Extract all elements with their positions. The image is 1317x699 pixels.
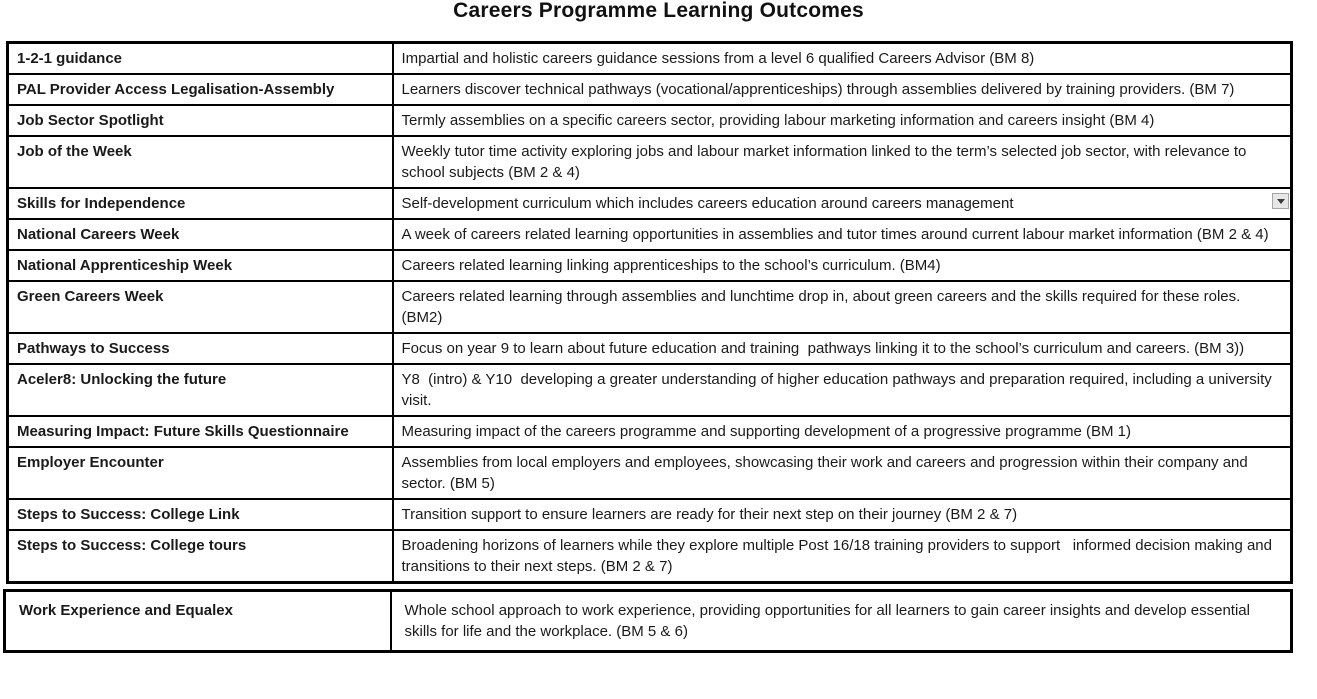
- programme-description-text: Careers related learning linking apprenticeships to the school’s curriculum. (BM4): [401, 257, 941, 274]
- programme-description-text: Focus on year 9 to learn about future education and training pathways linking it to the school’s curriculum and careers. (BM 3)): [401, 340, 1245, 357]
- careers-programme-table: [6, 41, 1293, 584]
- programme-name-cell: National Careers Week: [8, 219, 393, 250]
- programme-description-cell: [393, 447, 1292, 499]
- programme-description-text: Weekly tutor time activity exploring jobs and labour market information linked to the term’s selected job sector, with relevance to school subjects (BM 2 & 4): [401, 143, 1251, 181]
- chevron-down-icon: [1277, 199, 1285, 204]
- programme-description-cell: [393, 250, 1292, 281]
- programme-name-cell: Steps to Success: College Link: [8, 499, 393, 530]
- programme-description-text: Careers related learning through assemblies and lunchtime drop in, about green careers and the skills required for these roles. (BM2): [401, 288, 1245, 326]
- programme-name-cell: Job of the Week: [8, 136, 393, 188]
- programme-name-cell: Skills for Independence: [8, 188, 393, 219]
- programme-name-cell: National Apprenticeship Week: [8, 250, 393, 281]
- programme-description-cell: [393, 333, 1292, 364]
- table-row: [8, 219, 1292, 250]
- table-row: [8, 364, 1292, 416]
- dropdown-button[interactable]: [1272, 193, 1289, 209]
- programme-name-cell: Steps to Success: College tours: [8, 530, 393, 583]
- programme-description-text: Termly assemblies on a specific careers sector, providing labour marketing information and careers insight (BM 4): [401, 112, 1155, 129]
- table-row: [8, 530, 1292, 583]
- programme-description-text: Broadening horizons of learners while they explore multiple Post 16/18 training providers to support informed decision making and transitions to their next steps. (BM 2 & 7): [401, 537, 1277, 575]
- programme-description-text: Assemblies from local employers and employees, showcasing their work and careers and progression within their company and sector. (BM 5): [401, 454, 1252, 492]
- programme-description-cell: [393, 364, 1292, 416]
- table-row: [8, 250, 1292, 281]
- table-row: [8, 416, 1292, 447]
- programme-name-cell: PAL Provider Access Legalisation-Assembly: [8, 74, 393, 105]
- table-row: [8, 499, 1292, 530]
- programme-description-cell: [393, 499, 1292, 530]
- programme-description-text: A week of careers related learning opportunities in assemblies and tutor times around current labour market information (BM 2 & 4): [401, 226, 1269, 243]
- table-row: [5, 591, 1292, 652]
- programme-description-text: Learners discover technical pathways (vocational/apprenticeships) through assemblies delivered by training providers. (BM 7): [401, 81, 1235, 98]
- table-row: [8, 447, 1292, 499]
- page-title: Careers Programme Learning Outcomes: [453, 0, 864, 22]
- programme-description-text: Y8 (intro) & Y10 developing a greater understanding of higher education pathways and preparation required, including a university visit.: [401, 371, 1276, 409]
- programme-description-cell: [393, 530, 1292, 583]
- programme-name-cell: Measuring Impact: Future Skills Questionnaire: [8, 416, 393, 447]
- table-row: [8, 136, 1292, 188]
- programme-description-cell: [393, 416, 1292, 447]
- programme-name-cell: Job Sector Spotlight: [8, 105, 393, 136]
- programme-description-text: Whole school approach to work experience, providing opportunities for all learners to gain career insights and develop essential skills for life and the workplace. (BM 5 & 6): [404, 602, 1255, 640]
- programme-description-cell: [393, 188, 1292, 219]
- table-row: [8, 105, 1292, 136]
- programme-description-cell: [393, 281, 1292, 333]
- programme-name-cell: Pathways to Success: [8, 333, 393, 364]
- programme-description-cell: [393, 105, 1292, 136]
- programme-description-text: Impartial and holistic careers guidance sessions from a level 6 qualified Careers Advisor (BM 8): [401, 50, 1035, 67]
- programme-description-text: Measuring impact of the careers programme and supporting development of a progressive programme (BM 1): [401, 423, 1132, 440]
- programme-name-cell: Aceler8: Unlocking the future: [8, 364, 393, 416]
- programme-description-cell: [393, 74, 1292, 105]
- programme-name-cell: 1-2-1 guidance: [8, 43, 393, 75]
- programme-description-cell: [391, 591, 1292, 652]
- programme-description-text: Transition support to ensure learners are ready for their next step on their journey (BM 2 & 7): [401, 506, 1018, 523]
- table-row: [8, 281, 1292, 333]
- programme-description-cell: [393, 219, 1292, 250]
- table-row: [8, 188, 1292, 219]
- programme-description-cell: [393, 43, 1292, 75]
- programme-name-cell: Employer Encounter: [8, 447, 393, 499]
- table-row: [8, 43, 1292, 75]
- programme-name-cell: Green Careers Week: [8, 281, 393, 333]
- work-experience-table: [3, 589, 1293, 653]
- programme-description-text: Self-development curriculum which includes careers education around careers management: [401, 195, 1014, 212]
- programme-description-cell: [393, 136, 1292, 188]
- programme-name-cell: Work Experience and Equalex: [5, 591, 391, 652]
- table-row: [8, 333, 1292, 364]
- table-row: [8, 74, 1292, 105]
